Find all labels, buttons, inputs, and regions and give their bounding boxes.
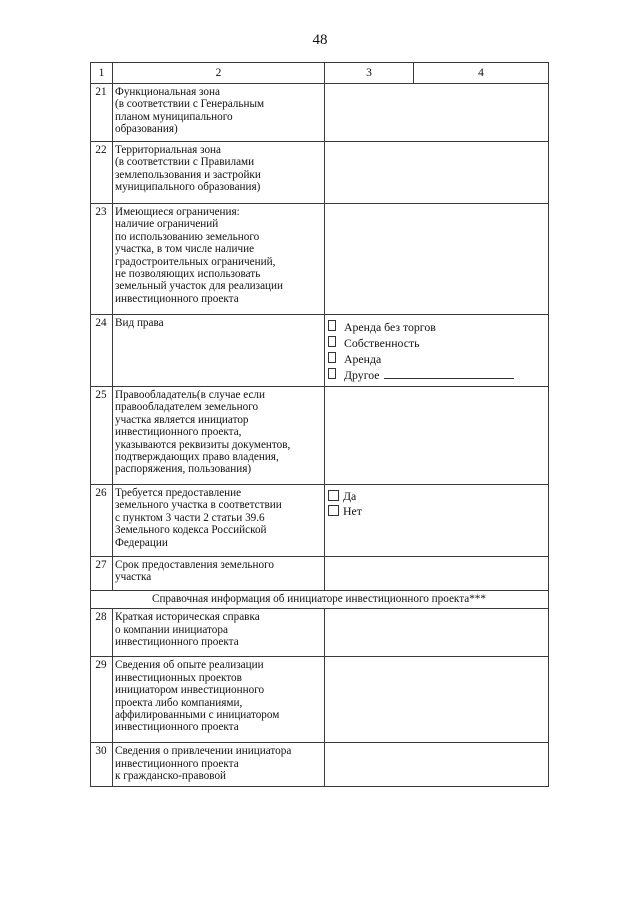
option-other[interactable] [327,367,545,383]
option-ownership[interactable] [327,335,545,351]
row-value-cell[interactable] [325,204,549,315]
checkbox-icon[interactable] [328,505,339,516]
checkbox-icon[interactable] [328,320,336,331]
row-number: 28 [91,609,113,657]
table-row [91,743,549,787]
row-value-cell[interactable] [325,84,549,142]
table-row [91,485,549,557]
header-col-2: 2 [113,63,325,84]
row-number: 30 [91,743,113,787]
section-row [91,591,549,609]
section-title: Справочная информация об инициаторе инвестиционного проекта*** [91,591,549,609]
row-value-cell[interactable] [325,743,549,787]
table-row [91,84,549,142]
table-row [91,315,549,387]
header-col-4: 4 [414,63,549,84]
checkbox-icon[interactable] [328,336,336,347]
page-number: 48 [312,32,328,48]
option-label: Нет [343,504,362,518]
row-label: Срок предоставления земельного участка [113,557,325,591]
option-label: Аренда [344,352,382,366]
checkbox-icon[interactable] [328,368,336,379]
row-value-cell[interactable] [325,609,549,657]
row-number: 24 [91,315,113,387]
option-label: Собственность [344,336,420,350]
other-input-line[interactable] [384,367,514,379]
checkbox-icon[interactable] [328,490,339,501]
option-yes[interactable] [327,489,545,504]
option-label: Другое [344,368,380,382]
header-col-3: 3 [325,63,414,84]
right-of-use-options [325,315,549,387]
option-lease-without-auction[interactable] [327,319,545,335]
row-label: Сведения об опыте реализации инвестиционных проектов инициатором инвестиционного проекта либо компаниями, аффилированными с инициатором инвестиционного проекта [113,657,325,743]
row-label: Сведения о привлечении инициатора инвестиционного проекта к гражданско-правовой [113,743,325,787]
row-number: 23 [91,204,113,315]
row-label: Правообладатель(в случае если правообладателем земельного участка является инициатор инвестиционного проекта, указываются реквизиты документов, подтверждающих право владения, распоряжения, пользования) [113,387,325,485]
row-label: Имеющиеся ограничения: наличие ограничений по использованию земельного участка, в том числе наличие градостроительных ограничений, не позволяющих использовать земельный участок для реализации инвестиционного проекта [113,204,325,315]
option-lease[interactable] [327,351,545,367]
table-row [91,142,549,204]
table-header-row [91,63,549,84]
row-value-cell[interactable] [325,142,549,204]
table-row [91,609,549,657]
row-number: 29 [91,657,113,743]
table-row [91,557,549,591]
checkbox-icon[interactable] [328,352,336,363]
header-col-1: 1 [91,63,113,84]
option-label: Да [343,489,357,503]
option-label: Аренда без торгов [344,320,436,334]
row-label: Требуется предоставление земельного участка в соответствии с пунктом 3 части 2 статьи 39.6 Земельного кодекса Российской Федерации [113,485,325,557]
table-row [91,657,549,743]
table-row [91,387,549,485]
row-label: Краткая историческая справка о компании инициатора инвестиционного проекта [113,609,325,657]
yes-no-options [325,485,549,557]
form-table [90,62,549,787]
row-label: Территориальная зона (в соответствии с Правилами землепользования и застройки муниципального образования) [113,142,325,204]
row-number: 25 [91,387,113,485]
row-number: 21 [91,84,113,142]
row-value-cell[interactable] [325,387,549,485]
row-number: 22 [91,142,113,204]
row-value-cell[interactable] [325,657,549,743]
row-value-cell[interactable] [325,557,549,591]
option-no[interactable] [327,504,545,519]
table-row [91,204,549,315]
row-label: Функциональная зона (в соответствии с Генеральным планом муниципального образования) [113,84,325,142]
row-label: Вид права [113,315,325,387]
row-number: 26 [91,485,113,557]
row-number: 27 [91,557,113,591]
